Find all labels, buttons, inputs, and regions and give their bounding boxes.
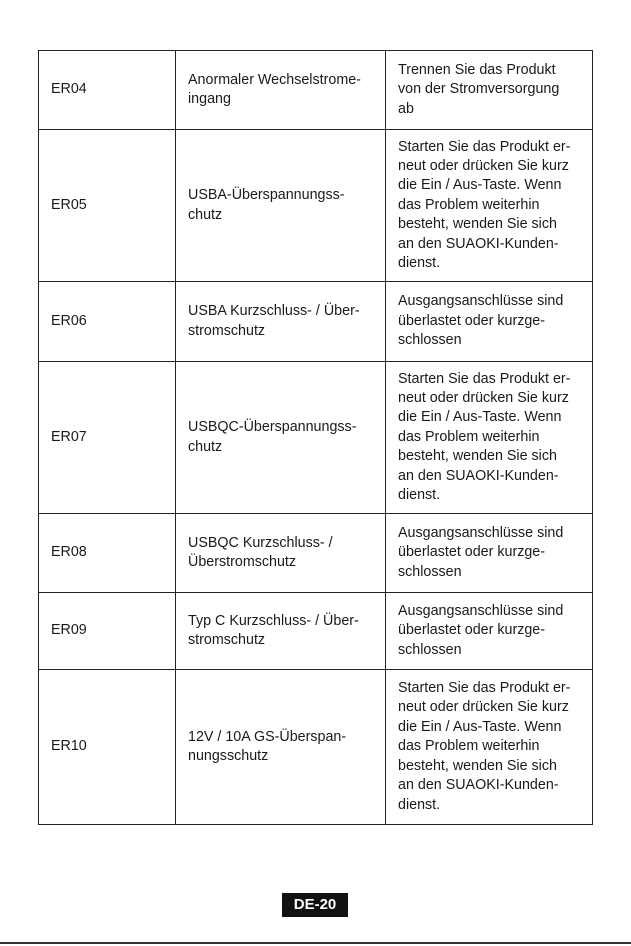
solution-line: an den SUAOKI-Kunden- (398, 777, 559, 794)
solution-line: Ausgangsanschlüsse sind (398, 524, 564, 541)
error-code-cell: ER09 (39, 593, 176, 670)
solution-line: neut oder drücken Sie kurz (398, 699, 569, 716)
solution-line: schlossen (398, 641, 462, 658)
solution-cell (386, 51, 593, 130)
error-description-cell (176, 593, 386, 670)
description-line: 12V / 10A GS-Überspan- (188, 728, 347, 745)
error-code-cell: ER08 (39, 514, 176, 593)
solution-line: besteht, wenden Sie sich (398, 216, 557, 233)
description-line: nungsschutz (188, 748, 269, 764)
error-code-cell: ER06 (39, 282, 176, 362)
page-number: DE-20 (282, 893, 348, 917)
solution-line: das Problem weiterhin (398, 428, 540, 445)
description-line: chutz (188, 206, 223, 223)
solution-cell (386, 514, 593, 593)
solution-line: schlossen (398, 332, 462, 349)
solution-cell (386, 362, 593, 514)
solution-line: dienst. (398, 255, 441, 272)
description-line: stromschutz (188, 632, 266, 648)
solution-line: besteht, wenden Sie sich (398, 448, 557, 465)
error-table-body (39, 51, 593, 825)
table-row (39, 670, 593, 825)
table-row (39, 282, 593, 362)
table-row (39, 593, 593, 670)
solution-line: ab (398, 100, 414, 117)
solution-line: schlossen (398, 563, 462, 580)
description-line: ingang (188, 91, 231, 107)
error-description-cell (176, 51, 386, 130)
solution-line: das Problem weiterhin (398, 196, 540, 213)
table-row (39, 130, 593, 282)
solution-line: Starten Sie das Produkt er- (398, 680, 571, 697)
table-row (39, 51, 593, 130)
description-line: USBA-Überspannungss- (188, 187, 345, 204)
solution-cell (386, 130, 593, 282)
solution-line: überlastet oder kurzge- (398, 622, 546, 639)
solution-line: die Ein / Aus-Taste. Wenn (398, 177, 562, 194)
solution-line: neut oder drücken Sie kurz (398, 389, 569, 406)
solution-line: neut oder drücken Sie kurz (398, 157, 569, 174)
solution-line: besteht, wenden Sie sich (398, 757, 557, 774)
error-code-cell: ER04 (39, 51, 176, 130)
solution-cell (386, 593, 593, 670)
error-code-table (38, 50, 593, 825)
solution-line: Trennen Sie das Produkt (398, 61, 556, 78)
table-row (39, 362, 593, 514)
solution-line: dienst. (398, 487, 441, 504)
error-code-cell: ER07 (39, 362, 176, 514)
error-code-cell: ER10 (39, 670, 176, 825)
description-line: USBQC-Überspannungss- (188, 419, 357, 436)
solution-line: das Problem weiterhin (398, 738, 540, 755)
solution-line: die Ein / Aus-Taste. Wenn (398, 409, 562, 426)
table-row (39, 514, 593, 593)
description-line: Typ C Kurzschluss- / Über- (188, 612, 359, 629)
solution-line: Starten Sie das Produkt er- (398, 138, 571, 155)
solution-line: überlastet oder kurzge- (398, 544, 546, 561)
solution-line: überlastet oder kurzge- (398, 312, 546, 329)
error-description-cell (176, 670, 386, 825)
solution-line: von der Stromversorgung (398, 81, 560, 98)
solution-line: Ausgangsanschlüsse sind (398, 293, 564, 310)
solution-line: an den SUAOKI-Kunden- (398, 235, 559, 252)
solution-line: die Ein / Aus-Taste. Wenn (398, 718, 562, 735)
solution-cell (386, 282, 593, 362)
bottom-rule (0, 942, 631, 944)
description-line: chutz (188, 438, 223, 455)
error-description-cell (176, 130, 386, 282)
error-code-cell: ER05 (39, 130, 176, 282)
description-line: Überstromschutz (188, 554, 297, 570)
description-line: stromschutz (188, 322, 266, 339)
solution-line: Starten Sie das Produkt er- (398, 370, 571, 387)
solution-line: Ausgangsanschlüsse sind (398, 602, 564, 619)
error-description-cell (176, 514, 386, 593)
error-description-cell (176, 362, 386, 514)
solution-cell (386, 670, 593, 825)
solution-line: an den SUAOKI-Kunden- (398, 467, 559, 484)
solution-line: dienst. (398, 796, 441, 813)
description-line: Anormaler Wechselstrome- (188, 71, 361, 88)
description-line: USBA Kurzschluss- / Über- (188, 303, 360, 320)
description-line: USBQC Kurzschluss- / (188, 534, 333, 551)
error-description-cell (176, 282, 386, 362)
